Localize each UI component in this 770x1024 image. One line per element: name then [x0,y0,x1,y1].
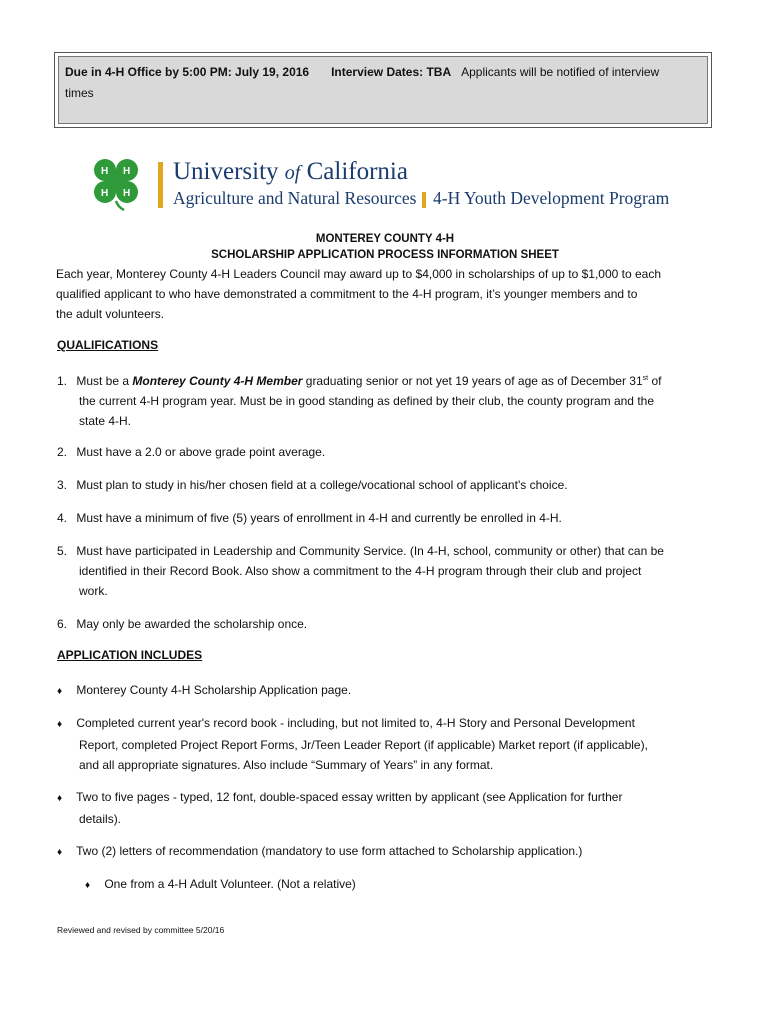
diamond-bullet-icon: ♦ [57,686,63,697]
qualification-item-5: 5. Must have participated in Leadership and Community Service. (In 4-H, school, community or other) that can be identified in their Record Book. Also show a commitment to the 4-H program through their club and project work. [57,544,664,598]
qualification-item-2: 2. Must have a 2.0 or above grade point average. [57,445,326,459]
svg-text:H: H [101,188,109,199]
svg-text:H: H [123,188,131,199]
logo-accent-bar-small [422,192,426,208]
application-heading: APPLICATION INCLUDES [57,648,203,662]
application-item-4: ♦ Two (2) letters of recommendation (mandatory to use form attached to Scholarship application.) [57,841,707,863]
logo-university-name: University of California [173,158,408,185]
qualification-item-6: 6. May only be awarded the scholarship once. [57,617,308,631]
notice-text-end: times [65,86,94,100]
footer-note: Reviewed and revised by committee 5/20/16 [57,925,225,935]
intro-paragraph: Each year, Monterey County 4-H Leaders Council may award up to $4,000 in scholarships of up to $1,000 to each qualified applicant to who have demonstrated a commitment to the 4-H program, it’s younger members and to the adult volunteers. [56,267,662,321]
qualification-item-1: 1. Must be a Monterey County 4-H Member graduating senior or not yet 19 years of age as of December 31st of the current 4-H program year. Must be in good standing as defined by their club, the county program and the state 4-H. [57,374,662,428]
4h-clover-icon [88,153,144,211]
due-label: Due in 4-H Office by 5:00 PM: July 19, 2016 [65,65,310,79]
qualifications-heading: QUALIFICATIONS [57,338,159,352]
due-date-text [65,62,705,104]
diamond-bullet-icon: ♦ [57,847,63,858]
diamond-bullet-icon: ♦ [85,880,91,891]
logo-accent-bar [158,162,163,208]
notice-text: Applicants will be notified of interview [461,65,660,79]
svg-text:H: H [123,166,131,177]
application-subitem-1: ♦ One from a 4-H Adult Volunteer. (Not a relative) [85,874,705,896]
application-item-3: ♦ Two to five pages - typed, 12 font, double-spaced essay written by applicant (see Application for further details). [57,790,623,826]
logo-program-text: 4-H Youth Development Program [433,188,670,208]
qualification-item-4: 4. Must have a minimum of five (5) years of enrollment in 4-H and currently be enrolled in 4-H. [57,511,562,525]
due-date-box [54,52,712,128]
application-item-1: ♦ Monterey County 4-H Scholarship Application page. [57,680,707,702]
interview-label: Interview Dates: TBA [331,65,452,79]
title-line-1: MONTEREY COUNTY 4-H [315,233,455,245]
logo-anr-text: Agriculture and Natural Resources [173,188,417,208]
diamond-bullet-icon: ♦ [57,793,63,804]
qualification-item-3: 3. Must plan to study in his/her chosen field at a college/vocational school of applicant's choice. [57,478,568,492]
svg-text:H: H [101,166,109,177]
uc-anr-logo [88,150,688,215]
diamond-bullet-icon: ♦ [57,719,63,730]
title-line-2: SCHOLARSHIP APPLICATION PROCESS INFORMATION SHEET [211,249,559,261]
application-item-2: ♦ Completed current year's record book - including, but not limited to, 4-H Story and Personal Development Report, completed Project Report Forms, Jr/Teen Leader Report (if applicable) Market report (if applicable), and all appropriate signatures. Also include “Summary of Years” in any format. [57,716,648,772]
